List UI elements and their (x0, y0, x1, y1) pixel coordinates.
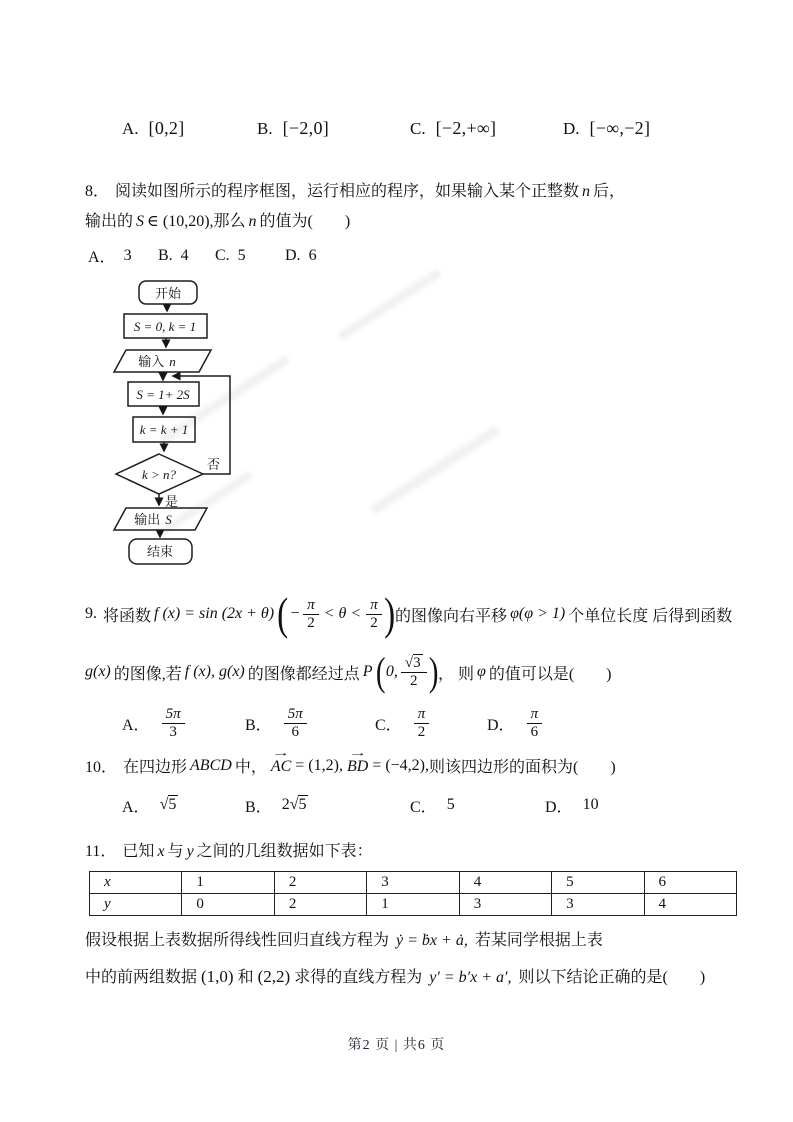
option-label: C． (375, 716, 402, 734)
math-expr: = (1,2), (295, 756, 343, 774)
option-label: C. (410, 118, 426, 138)
option-c (375, 706, 487, 741)
radical-sign: √ (289, 796, 299, 814)
option-a (88, 244, 158, 267)
math-expr: g(x) (85, 663, 111, 680)
radical-sign: √ (404, 654, 414, 671)
question11-paragraph2 (85, 962, 745, 993)
stem-text: 则该四边形的面积为( ) (429, 759, 616, 777)
option-d (563, 118, 650, 139)
stem-text: 和 (237, 968, 254, 986)
option-value: [−∞,−2] (589, 118, 651, 138)
question-number: 8． (85, 183, 110, 200)
end-node-label: 结束 (146, 544, 174, 559)
stem-text: 中的前两组数据 (85, 968, 198, 986)
option-c (410, 118, 563, 139)
stem-text: 个单位长度 后得到函数 (568, 607, 733, 625)
stem-text: 若某同学根据上表 (474, 931, 603, 949)
option-b (245, 794, 410, 817)
stem-text: 的图像,若 (113, 665, 182, 683)
option-label: D． (545, 798, 573, 816)
table-cell: 0 (182, 893, 274, 915)
table-cell: 5 (552, 871, 644, 893)
stem-text: 之间的几组数据如下表： (196, 842, 373, 860)
math-expr: (1,0) (201, 966, 234, 986)
table-cell: 3 (552, 893, 644, 915)
math-var: S (136, 213, 145, 230)
math-var: x (157, 842, 165, 860)
table-cell: y (90, 893, 182, 915)
input-node-label: 输入 n (138, 354, 176, 369)
question8-stem-line2 (85, 209, 745, 235)
option-label: D. (285, 246, 301, 264)
right-paren: ) (428, 649, 439, 694)
stem-text: 将函数 (103, 607, 152, 625)
option-value: [−2,+∞] (435, 118, 497, 138)
table-cell: 6 (644, 871, 736, 893)
option-fraction: $\frac{\pi}{6}$ (527, 706, 543, 741)
stem-text: 的值可以是( ) (488, 665, 612, 683)
question11-stem (85, 839, 745, 865)
stem-text: 则以下结论正确的是( ) (518, 968, 706, 986)
fraction-sqrt3-2: $\frac{√3}{2}$ (401, 655, 427, 690)
right-paren: ) (383, 588, 395, 639)
no-branch-label: 否 (207, 457, 221, 472)
vector-ac: → AC (270, 746, 292, 775)
table-cell: 1 (367, 893, 459, 915)
stem-text: 的图像都经过点 (247, 665, 360, 683)
question10-stem (85, 746, 745, 781)
option-fraction: $\frac{5\pi}{6}$ (284, 706, 307, 741)
math-expr: y′ = b′x + a′, (429, 968, 512, 986)
data-table (89, 871, 737, 916)
math-expr: φ(φ > 1) (510, 605, 566, 622)
fraction-pi-2: $\frac{\pi}{2}$ (303, 597, 319, 632)
stem-text: 后， (593, 183, 626, 200)
option-a (122, 706, 245, 741)
option-label: B． (245, 716, 272, 734)
option-label: B. (257, 118, 273, 138)
option-value: 5 (446, 796, 455, 814)
table-cell: 1 (182, 871, 274, 893)
fraction-pi-2: $\frac{\pi}{2}$ (366, 597, 382, 632)
table-row-x (90, 871, 737, 893)
question7-options (85, 118, 745, 139)
option-label: D. (563, 118, 580, 138)
stem-text: 的图像向右平移 (395, 607, 508, 625)
option-b (257, 118, 410, 139)
math-var: n (582, 183, 591, 200)
table-cell: 4 (644, 893, 736, 915)
left-paren: ( (277, 588, 289, 639)
question9-stem-line2 (85, 644, 745, 700)
math-expr: 0, (385, 663, 398, 680)
math-var: n (248, 213, 257, 230)
option-c (410, 794, 545, 817)
math-var: φ (476, 663, 486, 680)
table-cell: 3 (367, 871, 459, 893)
math-expr: < θ < (323, 605, 362, 622)
question9-options (85, 706, 745, 741)
math-expr: (2,2) (257, 966, 291, 986)
assign2-node-label: k = k + 1 (139, 422, 189, 437)
option-label: A． (122, 798, 150, 816)
option-fraction: $\frac{5\pi}{3}$ (162, 706, 185, 741)
stem-text: 假设根据上表数据所得线性回归直线方程为 (85, 931, 390, 949)
stem-text: 已知 (122, 842, 155, 860)
question10-options (85, 794, 745, 817)
program-flowchart (99, 279, 745, 578)
option-value: 3 (123, 246, 132, 264)
minus-sign: − (289, 605, 301, 622)
question8-options (85, 244, 745, 267)
option-value: 4 (180, 246, 189, 264)
option-label: D． (487, 716, 515, 734)
option-label: A． (88, 249, 116, 266)
question-number: 10． (85, 759, 118, 777)
option-label: B. (158, 246, 173, 264)
option-label: C． (410, 798, 437, 816)
stem-text: 与 (167, 842, 184, 860)
stem-text: 输出的 (85, 213, 134, 230)
question-number: 11． (85, 842, 117, 860)
math-var: y (186, 842, 194, 860)
math-expr: f (x), g(x) (184, 663, 245, 680)
math-var: ABCD (190, 756, 232, 774)
option-c (215, 247, 285, 265)
decision-node-label: k > n? (141, 467, 177, 482)
math-expr: ẏ = ḃx + ȧ, (396, 931, 468, 949)
math-var: P (362, 663, 373, 680)
option-label: A． (122, 716, 150, 734)
table-row-y (90, 893, 737, 915)
radical-sign: √ (159, 796, 169, 814)
option-value: [0,2] (148, 118, 185, 138)
page-footer: 第2 页 | 共6 页 (347, 1038, 446, 1053)
table-cell: 2 (274, 893, 366, 915)
math-expr: ∈ (10,20),那么 (147, 213, 246, 230)
option-label: A. (122, 118, 139, 138)
option-value: 5 (237, 246, 246, 264)
option-a (122, 118, 257, 139)
option-value: [−2,0] (282, 118, 330, 138)
question9-stem-line1 (85, 586, 745, 642)
yes-branch-label: 是 (165, 494, 179, 509)
init-node-label: S = 0, k = 1 (133, 319, 197, 334)
vector-arrow-icon: → (271, 746, 291, 759)
start-node-label: 开始 (154, 286, 182, 301)
output-node-label: 输出 S (134, 512, 172, 527)
option-fraction: $\frac{\pi}{2}$ (414, 706, 430, 741)
question11-paragraph1 (85, 926, 745, 956)
left-paren: ( (375, 649, 386, 694)
assign1-node-label: S = 1+ 2S (136, 387, 190, 402)
option-value: √5 (159, 796, 177, 814)
question8-stem-line1 (85, 179, 745, 205)
math-expr: = (−4,2), (372, 756, 429, 774)
option-a (122, 794, 245, 817)
option-value: 6 (308, 246, 317, 264)
table-cell: 4 (459, 871, 551, 893)
output-node-shape (114, 508, 207, 530)
option-label: C. (215, 246, 230, 264)
math-expr: f (x) = sin (2x + θ) (154, 605, 275, 622)
table-cell: x (90, 871, 182, 893)
option-label: B． (245, 798, 272, 816)
option-b (158, 247, 215, 265)
vector-bd: → BD (346, 746, 369, 775)
table-cell: 3 (459, 893, 551, 915)
flowchart-svg (99, 279, 299, 573)
stem-text: 阅读如图所示的程序框图，运行相应的程序，如果输入某个正整数 (115, 183, 580, 200)
stem-text: 的值为( ) (259, 213, 351, 230)
option-value: 2√5 (281, 796, 307, 814)
stem-text: 求得的直线方程为 (294, 968, 423, 986)
table-cell: 2 (274, 871, 366, 893)
vector-arrow-icon: → (348, 746, 367, 759)
option-d (545, 794, 599, 817)
stem-text: 中， (234, 759, 267, 777)
option-value: 10 (582, 796, 599, 814)
stem-text: 在四边形 (123, 759, 188, 777)
question-number: 9. (85, 605, 97, 622)
stem-text: ， 则 (437, 665, 474, 683)
option-b (245, 706, 375, 741)
option-d (285, 247, 317, 265)
option-d (487, 706, 544, 741)
